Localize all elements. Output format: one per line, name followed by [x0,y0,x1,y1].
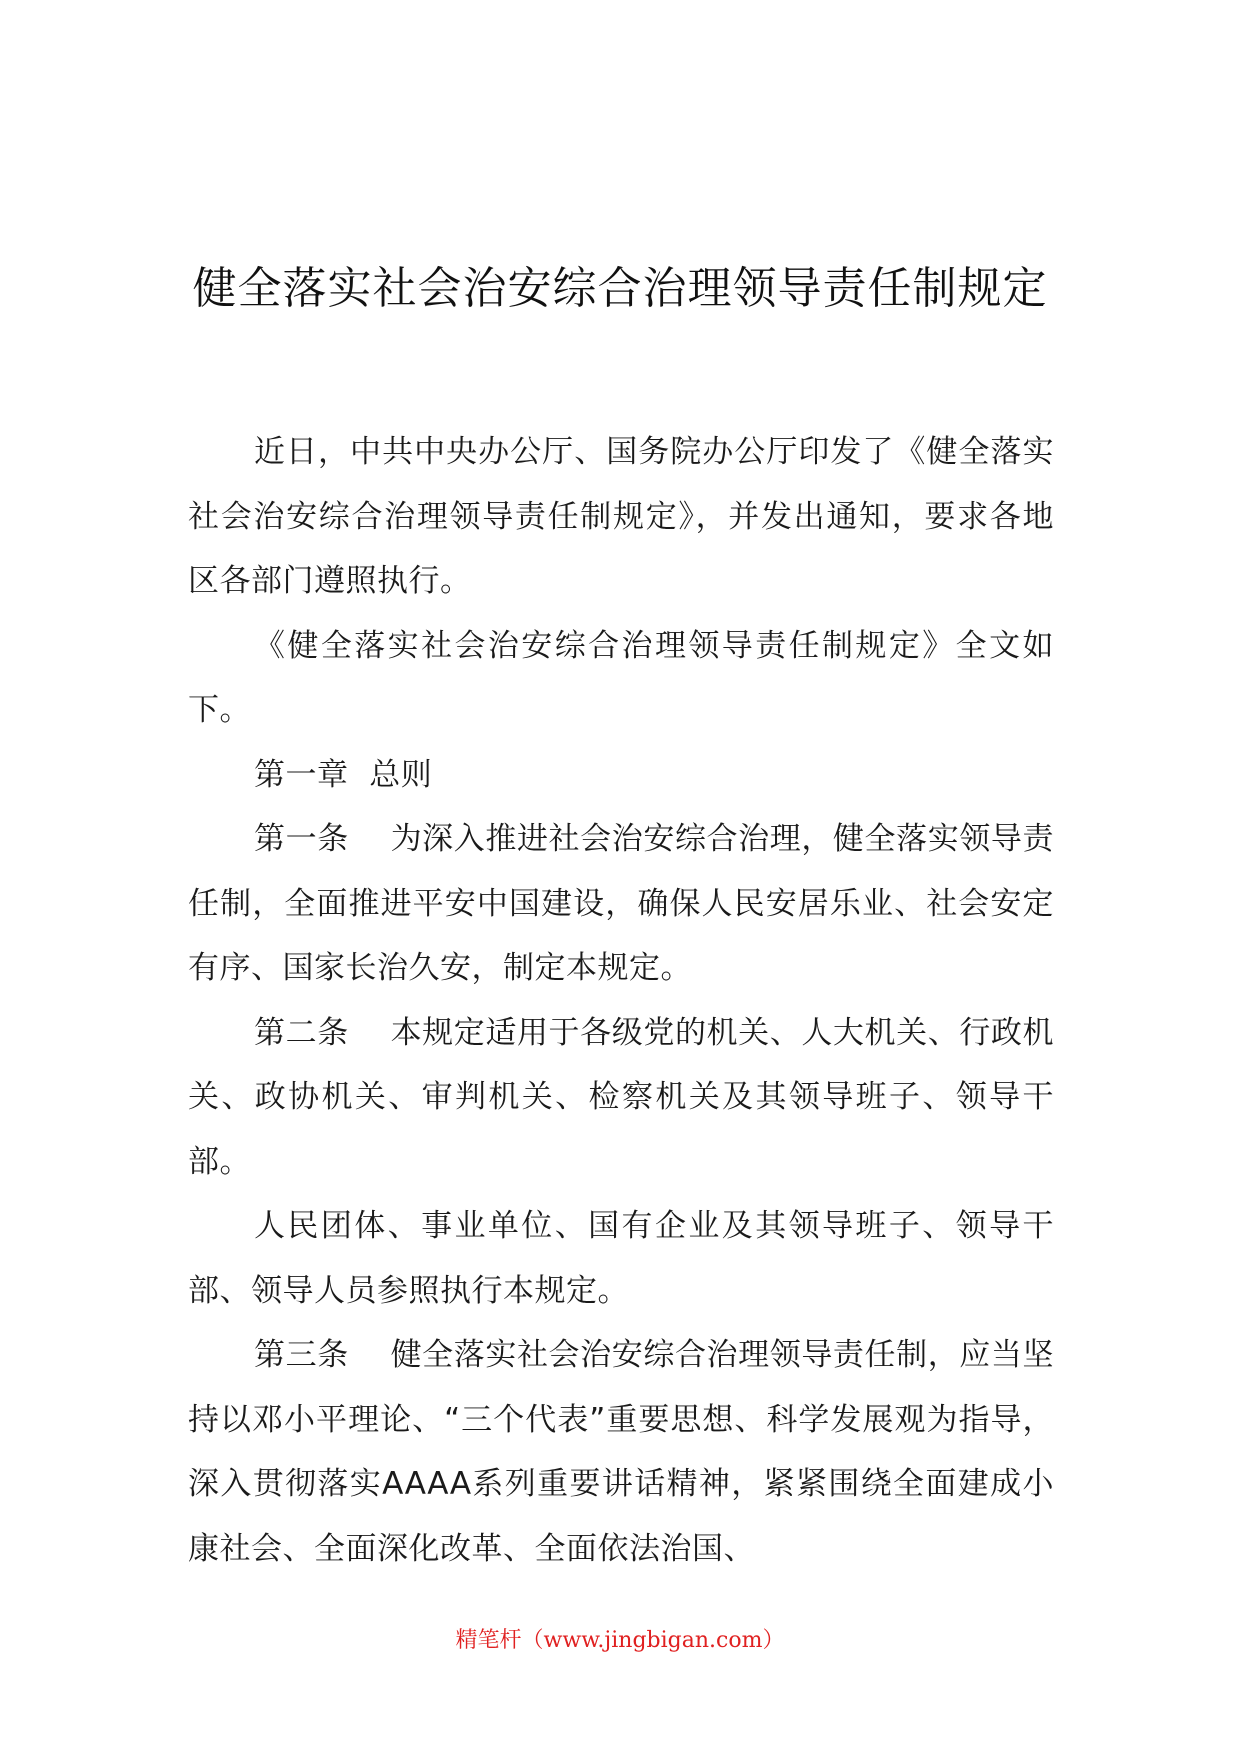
chapter-heading: 第一章 总则 [254,756,433,793]
article-2: 第二条 本规定适用于各级党的机关、人大机关、行政机关、政协机关、审判机关、检察机关及其领导班子、领导干部。 [188,1014,1054,1180]
article-1: 第一条 为深入推进社会治安综合治理，健全落实领导责任制，全面推进平安中国建设，确保人民安居乐业、社会安定有序、国家长治久安，制定本规定。 [188,821,1054,986]
footer-watermark: 精笔杆（www.jingbigan.com） [455,1628,785,1653]
document-title: 健全落实社会治安综合治理领导责任制规定 [192,263,1048,315]
article-2-supplement: 人民团体、事业单位、国有企业及其领导班子、领导干部、领导人员参照执行本规定。 [188,1208,1054,1309]
paragraph-intro: 近日，中共中央办公厅、国务院办公厅印发了《健全落实社会治安综合治理领导责任制规定》，并发出通知，要求各地区各部门遵照执行。 [188,434,1054,599]
article-3: 第三条 健全落实社会治安综合治理领导责任制，应当坚持以邓小平理论、“三个代表”重要思想、科学发展观为指导，深入贯彻落实AAAA系列重要讲话精神，紧紧围绕全面建成小康社会、全面深化改革、全面依法治国、 [188,1337,1054,1567]
document-body [188,420,1054,1581]
paragraph-fulltext-note: 《健全落实社会治安综合治理领导责任制规定》全文如下。 [188,627,1054,728]
